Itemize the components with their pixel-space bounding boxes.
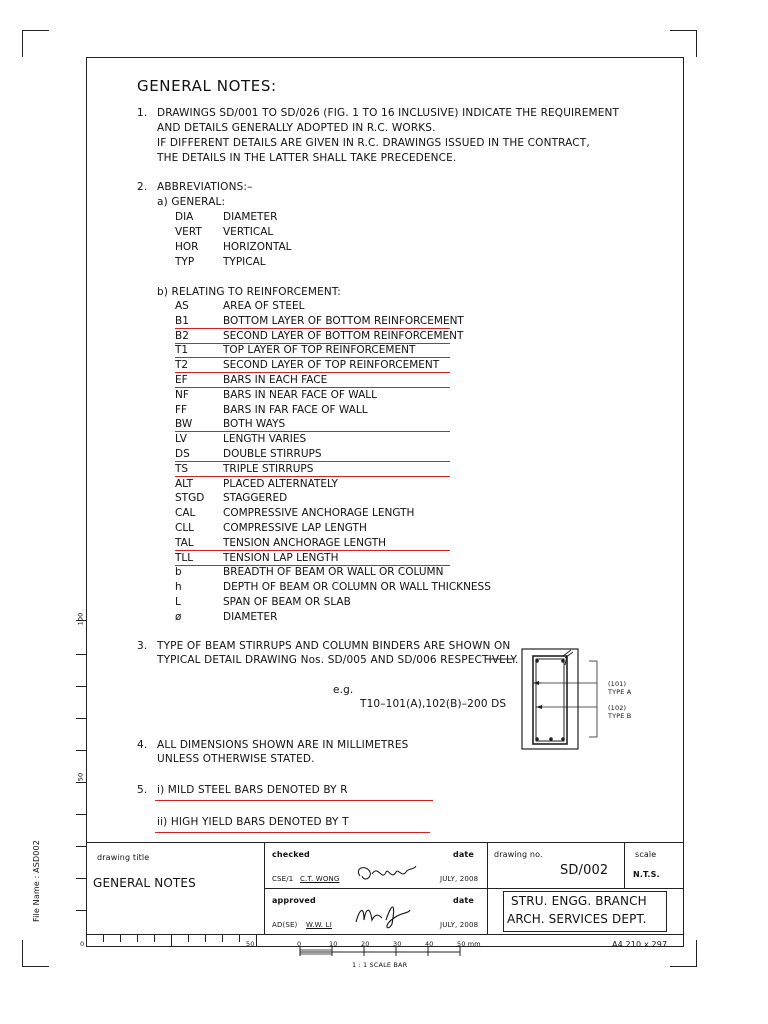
reinforcement-abbreviation-row — [175, 477, 450, 491]
reinforcement-abbreviation-abbr: b — [175, 566, 182, 579]
scale-label: scale — [635, 850, 657, 859]
scale-bar-tick-label: 50 mm — [457, 940, 481, 948]
reinforcement-abbreviation-meaning: COMPRESSIVE LAP LENGTH — [223, 522, 367, 534]
general-abbreviation-row — [175, 255, 450, 269]
note3-line: TYPICAL DETAIL DRAWING Nos. SD/005 AND SD/006 RESPECTIVELY. — [157, 654, 519, 666]
general-abbreviation-abbr: HOR — [175, 241, 199, 253]
general-abbreviation-meaning: VERTICAL — [223, 226, 274, 238]
bottom-ruler-tick — [103, 934, 104, 942]
note2-title: ABBREVIATIONS:– — [157, 181, 253, 193]
side-ruler-tick — [76, 718, 86, 719]
file-name-label: File Name : ASD002 — [32, 840, 41, 922]
paper-size: A4 210 x 297 — [612, 940, 668, 949]
scale-bar-tick-label: 10 — [329, 940, 338, 948]
side-ruler-tick — [76, 654, 86, 655]
reinforcement-abbreviation-meaning: STAGGERED — [223, 492, 288, 505]
reinforcement-abbreviation-meaning: SECOND LAYER OF TOP REINFORCEMENT — [223, 359, 440, 372]
reinforcement-abbreviation-meaning: BOTH WAYS — [223, 418, 286, 431]
reinforcement-abbreviation-abbr: BW — [175, 418, 193, 431]
reinforcement-abbreviation-row — [175, 610, 450, 624]
red-underline — [155, 800, 433, 801]
side-ruler-tick — [76, 878, 86, 879]
reinforcement-abbreviation-row — [175, 521, 450, 535]
title-block-divider — [264, 842, 265, 934]
reinforcement-abbreviation-meaning: PLACED ALTERNATELY — [223, 477, 338, 490]
side-ruler-tick — [76, 782, 86, 783]
checked-signature — [352, 862, 422, 886]
side-ruler-100: 100 — [76, 612, 85, 626]
reinforcement-abbreviation-abbr: TAL — [175, 536, 194, 549]
note4-number: 4. — [137, 739, 148, 751]
type-a-label: (101) — [608, 680, 627, 688]
crop-mark-top-right — [670, 30, 697, 57]
reinforcement-abbreviation-meaning: TENSION LAP LENGTH — [223, 551, 339, 564]
reinforcement-abbreviation-abbr: STGD — [175, 492, 205, 505]
reinforcement-abbreviation-row — [175, 595, 450, 609]
side-ruler-50: 50 — [76, 772, 85, 782]
reinforcement-abbreviation-row — [175, 373, 450, 388]
reinforcement-abbreviation-abbr: DS — [175, 448, 190, 460]
stirrup-detail-diagram — [485, 645, 655, 755]
bottom-ruler-tick — [239, 934, 240, 942]
reinforcement-abbreviation-abbr: FF — [175, 403, 188, 416]
bottom-ruler-tick — [188, 934, 189, 942]
bottom-ruler-tick — [256, 934, 257, 946]
general-abbreviation-meaning: TYPICAL — [223, 256, 266, 268]
reinforcement-abbreviation-row — [175, 551, 450, 566]
reinforcement-abbreviation-abbr: NF — [175, 388, 189, 401]
reinforcement-abbreviation-abbr: B1 — [175, 314, 189, 327]
reinforcement-abbreviation-meaning: BARS IN NEAR FACE OF WALL — [223, 388, 377, 401]
scale-bar-tick-label: 40 — [425, 940, 434, 948]
reinforcement-abbreviation-row — [175, 388, 450, 402]
reinforcement-abbreviation-row — [175, 491, 450, 505]
reinforcement-abbreviation-abbr: ø — [175, 610, 182, 623]
type-b-label: (102) — [608, 704, 627, 712]
note4-line: ALL DIMENSIONS SHOWN ARE IN MILLIMETRES — [157, 739, 409, 751]
reinforcement-abbreviation-row — [175, 462, 450, 477]
drawing-no-label: drawing no. — [494, 850, 543, 859]
bottom-ruler-tick — [154, 934, 155, 942]
reinforcement-abbreviation-meaning: DEPTH OF BEAM OR COLUMN OR WALL THICKNESS — [223, 581, 491, 594]
reinforcement-abbreviation-abbr: L — [175, 596, 181, 608]
title-block-mid — [264, 888, 684, 889]
note5-number: 5. — [137, 784, 148, 796]
reinforcement-abbreviation-row — [175, 329, 464, 344]
bottom-ruler-tick — [137, 934, 138, 942]
reinforcement-abbreviation-abbr: T2 — [175, 359, 189, 372]
approved-name: W.W. LI — [306, 921, 332, 929]
reinforcement-abbreviation-row — [175, 536, 450, 551]
reinforcement-abbreviation-meaning: TENSION ANCHORAGE LENGTH — [223, 536, 387, 549]
side-ruler-tick — [76, 750, 86, 751]
approved-label: approved — [272, 896, 316, 905]
bottom-ruler-tick — [86, 934, 87, 946]
approved-role: AD(SE) — [272, 921, 298, 929]
scale-value: N.T.S. — [633, 870, 660, 879]
reinforcement-abbreviation-meaning: AREA OF STEEL — [223, 300, 305, 312]
reinforcement-abbreviation-meaning: SECOND LAYER OF BOTTOM REINFORCEMENT — [223, 329, 464, 342]
general-abbreviation-row — [175, 225, 450, 239]
title-block-divider — [487, 842, 488, 934]
checked-name: C.T. WONG — [300, 875, 340, 883]
note3-line: TYPE OF BEAM STIRRUPS AND COLUMN BINDERS ARE SHOWN ON — [157, 640, 511, 652]
reinforcement-abbreviation-row — [175, 343, 450, 358]
note5-item-ii: ii) HIGH YIELD BARS DENOTED BY T — [157, 816, 349, 828]
reinforcement-abbreviation-row — [175, 358, 450, 373]
reinforcement-abbreviation-meaning: BARS IN FAR FACE OF WALL — [223, 403, 368, 416]
drawing-no: SD/002 — [560, 863, 609, 878]
note1-line: DRAWINGS SD/001 TO SD/026 (FIG. 1 TO 16 INCLUSIVE) INDICATE THE REQUIREMENT — [157, 107, 620, 119]
side-ruler-tick — [76, 686, 86, 687]
note1-line: IF DIFFERENT DETAILS ARE GIVEN IN R.C. DRAWINGS ISSUED IN THE CONTRACT, — [157, 137, 590, 149]
bottom-ruler-tick — [222, 934, 223, 942]
side-ruler-tick — [76, 846, 86, 847]
reinforcement-abbreviation-abbr: CLL — [175, 522, 195, 534]
reinforcement-abbreviation-abbr: B2 — [175, 329, 189, 342]
reinforcement-abbreviation-row — [175, 580, 491, 594]
approved-date-label: date — [453, 896, 474, 905]
dept-name: ARCH. SERVICES DEPT. — [507, 912, 647, 926]
reinforcement-abbreviation-row — [175, 447, 450, 462]
bottom-ruler-tick — [171, 934, 172, 946]
reinforcement-abbreviation-row — [175, 403, 450, 417]
reinforcement-abbreviation-row — [175, 299, 450, 313]
note5-item-i: i) MILD STEEL BARS DENOTED BY R — [157, 784, 348, 796]
note2-number: 2. — [137, 181, 148, 193]
note3-number: 3. — [137, 640, 148, 652]
branch-name: STRU. ENGG. BRANCH — [511, 894, 647, 908]
type-b-label: TYPE B — [608, 712, 632, 720]
reinforcement-abbreviation-meaning: DIAMETER — [223, 610, 278, 623]
page-title: GENERAL NOTES: — [137, 77, 277, 95]
crop-mark-top-left — [22, 30, 49, 57]
reinforcement-abbreviation-meaning: BARS IN EACH FACE — [223, 374, 328, 386]
general-abbreviation-row — [175, 210, 450, 224]
general-abbreviation-meaning: HORIZONTAL — [223, 241, 292, 253]
title-block-divider — [624, 842, 625, 888]
reinforcement-abbreviation-meaning: TOP LAYER OF TOP REINFORCEMENT — [223, 344, 416, 357]
approved-signature — [352, 898, 422, 932]
reinforcement-abbreviation-row — [175, 314, 464, 329]
reinforcement-abbreviation-meaning: LENGTH VARIES — [223, 433, 307, 446]
note4-line: UNLESS OTHERWISE STATED. — [157, 753, 315, 765]
checked-date-label: date — [453, 850, 474, 859]
bottom-ruler-tick — [205, 934, 206, 942]
checked-date: JULY, 2008 — [440, 875, 479, 883]
side-ruler-tick — [76, 910, 86, 911]
reinforcement-abbreviation-meaning: TRIPLE STIRRUPS — [223, 462, 314, 475]
bottom-ruler-zero: 0 — [80, 940, 85, 948]
crop-mark-bottom-left — [22, 940, 49, 967]
side-ruler-tick — [76, 814, 86, 815]
checked-label: checked — [272, 850, 310, 859]
reinforcement-abbreviation-abbr: T1 — [175, 344, 189, 357]
reinforcement-abbreviation-abbr: TS — [175, 462, 189, 475]
checked-role: CSE/1 — [272, 875, 294, 883]
reinforcement-abbreviation-meaning: BREADTH OF BEAM OR WALL OR COLUMN — [223, 566, 444, 579]
drawing-title: GENERAL NOTES — [93, 876, 196, 890]
bottom-ruler-tick — [120, 934, 121, 942]
general-abbreviation-abbr: TYP — [175, 256, 195, 268]
reinforcement-abbreviation-abbr: AS — [175, 300, 189, 312]
drawing-title-label: drawing title — [97, 853, 150, 862]
reinforcement-abbreviation-meaning: SPAN OF BEAM OR SLAB — [223, 596, 351, 608]
note1-line: THE DETAILS IN THE LATTER SHALL TAKE PRECEDENCE. — [157, 152, 457, 164]
general-abbreviation-abbr: DIA — [175, 211, 194, 223]
scale-bar-caption: 1 : 1 SCALE BAR — [352, 961, 408, 969]
scale-bar — [295, 944, 465, 958]
reinforcement-abbreviation-abbr: ALT — [175, 477, 194, 490]
reinforcement-abbreviation-abbr: CAL — [175, 507, 196, 520]
note1-line: AND DETAILS GENERALLY ADOPTED IN R.C. WORKS. — [157, 122, 436, 134]
reinforcement-abbreviation-abbr: h — [175, 581, 182, 594]
reinforcement-abbreviation-row — [175, 506, 450, 520]
scale-bar-tick-label: 30 — [393, 940, 402, 948]
bottom-ruler-fifty: 50 — [246, 940, 255, 948]
title-block-top — [86, 842, 684, 843]
general-abbreviation-meaning: DIAMETER — [223, 211, 278, 223]
note1-number: 1. — [137, 107, 148, 119]
general-abbreviation-abbr: VERT — [175, 226, 202, 238]
reinforcement-abbreviation-row — [175, 432, 450, 446]
approved-date: JULY, 2008 — [440, 921, 479, 929]
reinforcement-abbreviation-meaning: DOUBLE STIRRUPS — [223, 448, 322, 460]
reinforcement-abbreviation-row — [175, 417, 450, 432]
scale-bar-tick-label: 0 — [297, 940, 302, 948]
scale-bar-tick-label: 20 — [361, 940, 370, 948]
reinforcement-abbreviation-meaning: COMPRESSIVE ANCHORAGE LENGTH — [223, 507, 415, 520]
reinforcement-abbreviation-abbr: TLL — [175, 551, 194, 564]
type-a-label: TYPE A — [608, 688, 632, 696]
general-subtitle: a) GENERAL: — [157, 196, 226, 208]
general-abbreviation-row — [175, 240, 450, 254]
red-underline — [155, 832, 430, 833]
reinforcement-abbreviation-meaning: BOTTOM LAYER OF BOTTOM REINFORCEMENT — [223, 314, 464, 327]
reinforcement-abbreviation-abbr: LV — [175, 433, 187, 446]
eg-label: e.g. — [333, 684, 354, 696]
reinforcement-subtitle: b) RELATING TO REINFORCEMENT: — [157, 286, 341, 298]
reinforcement-abbreviation-abbr: EF — [175, 374, 188, 386]
reinforcement-abbreviation-row — [175, 565, 450, 579]
eg-text: T10–101(A),102(B)–200 DS — [360, 698, 507, 710]
